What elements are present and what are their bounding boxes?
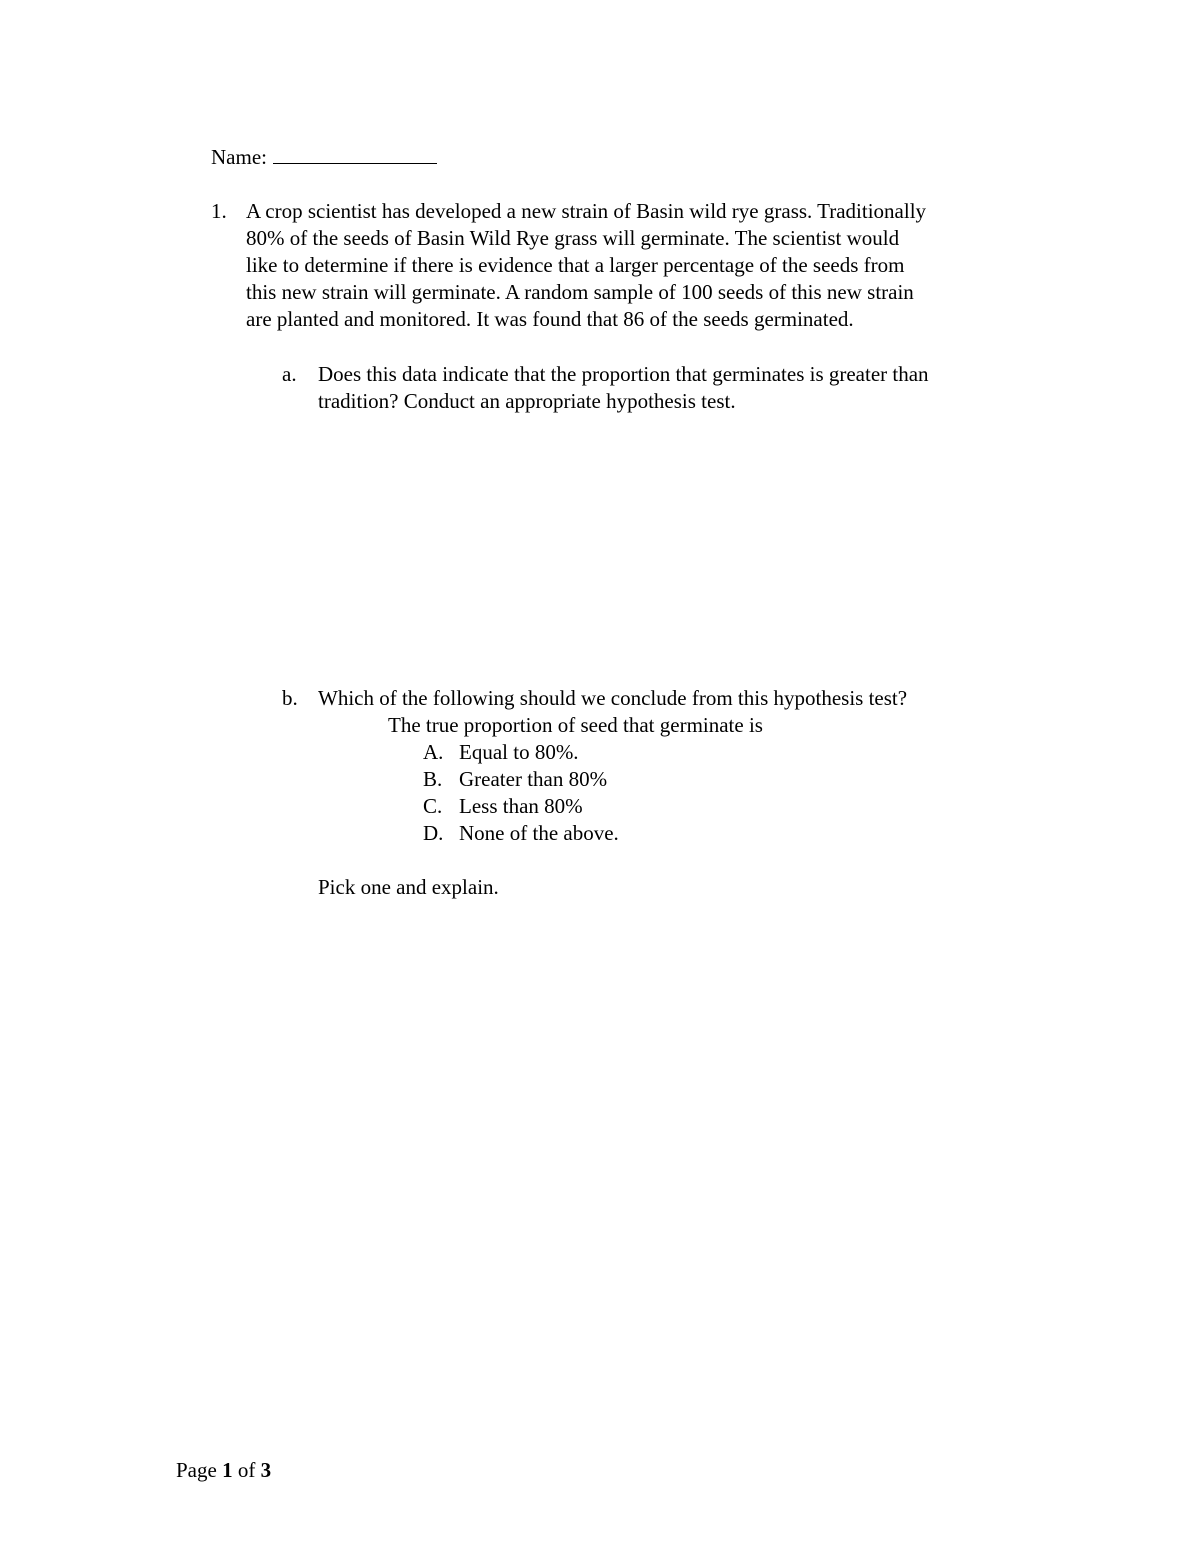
option-b-letter: B. xyxy=(423,767,443,791)
part-b-question: Which of the following should we conclude from this hypothesis test? xyxy=(318,686,908,710)
question-1-line-2: 80% of the seeds of Basin Wild Rye grass will germinate. The scientist would xyxy=(246,226,900,250)
option-d-letter: D. xyxy=(423,821,444,845)
option-a-text: Equal to 80%. xyxy=(459,740,579,764)
part-a-line-2: tradition? Conduct an appropriate hypothesis test. xyxy=(318,389,736,413)
question-1-line-4: this new strain will germinate. A random sample of 100 seeds of this new strain xyxy=(246,280,914,304)
part-a-letter: a. xyxy=(282,362,297,386)
of-word: of xyxy=(237,1458,256,1482)
current-page-number: 1 xyxy=(222,1458,233,1482)
part-b-stem: The true proportion of seed that germinate is xyxy=(388,713,763,737)
part-a-line-1: Does this data indicate that the proportion that germinates is greater than xyxy=(318,362,929,386)
name-field-row xyxy=(211,143,437,171)
total-pages-number: 3 xyxy=(260,1458,272,1482)
option-d-text: None of the above. xyxy=(459,821,619,845)
page-footer xyxy=(176,1457,271,1484)
question-1-line-1: A crop scientist has developed a new strain of Basin wild rye grass. Traditionally xyxy=(246,199,927,223)
question-1-line-3: like to determine if there is evidence that a larger percentage of the seeds from xyxy=(246,253,905,277)
question-1-line-5: are planted and monitored. It was found that 86 of the seeds germinated. xyxy=(246,307,854,331)
option-c-text: Less than 80% xyxy=(459,794,583,818)
name-label: Name: xyxy=(211,145,267,169)
option-c-letter: C. xyxy=(423,794,443,818)
part-b-letter: b. xyxy=(282,686,298,710)
option-b-text: Greater than 80% xyxy=(459,767,608,791)
option-a-letter: A. xyxy=(423,740,444,764)
question-1-number: 1. xyxy=(211,199,227,223)
name-blank-line[interactable] xyxy=(273,143,437,164)
page-word: Page xyxy=(176,1458,217,1482)
part-b-instruction: Pick one and explain. xyxy=(318,875,499,899)
